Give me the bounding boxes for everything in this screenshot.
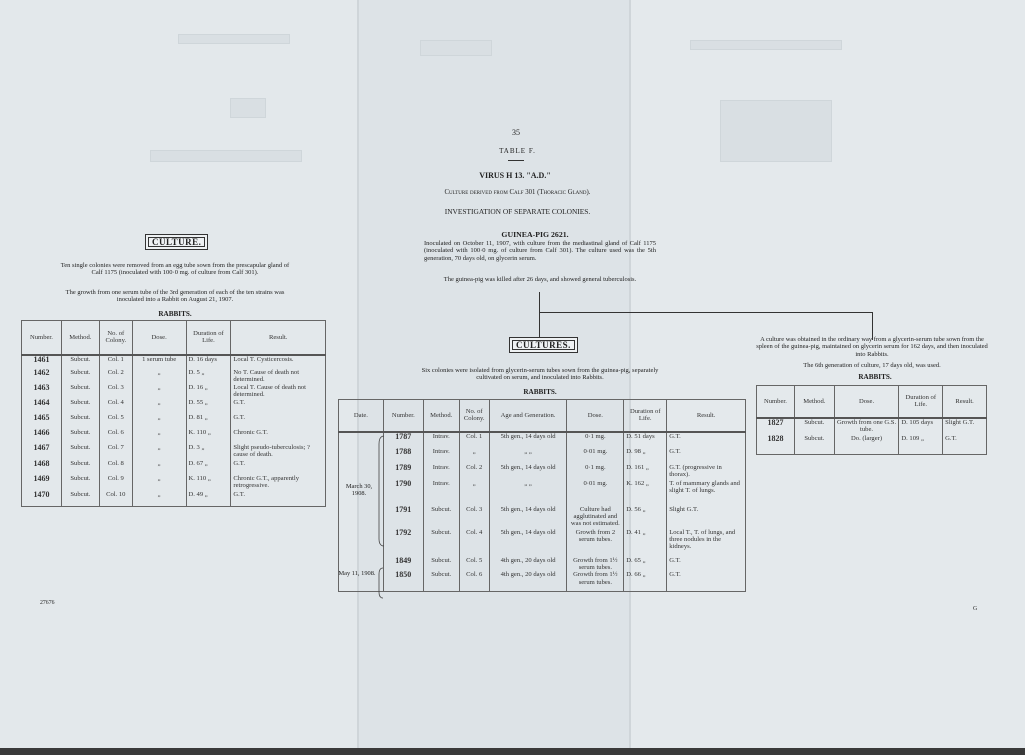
table-cell: „ (132, 369, 186, 384)
table-cell: G.T. (667, 571, 746, 591)
table-row (757, 435, 987, 455)
table-cell: Subcut. (61, 355, 99, 369)
col-header-colony: No. of Colony. (459, 400, 489, 432)
table-cell: 1788 (383, 448, 423, 464)
table-cell: 1791 (383, 506, 423, 529)
table-cell: Intrav. (423, 432, 459, 448)
table-cell: 1465 (22, 414, 62, 429)
table-cell: Col. 7 (99, 444, 132, 460)
table-cell: Col. 2 (99, 369, 132, 384)
showthrough-mark (720, 100, 832, 162)
col-header-result: Result. (667, 400, 746, 432)
table-cell: 5th gen., 14 days old (489, 432, 567, 448)
table-cell: „ (132, 429, 186, 444)
col-header-colony: No. of Colony. (99, 321, 132, 355)
cultures-box-label: CULTURES. (509, 337, 578, 353)
table-cell: 1461 (22, 355, 62, 369)
table-cell: D. 56 „ (624, 506, 667, 529)
table-row (757, 418, 987, 435)
col-header-number: Number. (383, 400, 423, 432)
table-cell: 4th gen., 20 days old (489, 557, 567, 572)
table-row (22, 444, 326, 460)
table-cell: G.T. (943, 435, 987, 455)
showthrough-mark (690, 40, 842, 50)
col-header-duration: Duration of Life. (899, 386, 943, 418)
table-cell: Growth from 2 serum tubes. (567, 529, 624, 557)
rule (508, 160, 524, 161)
table-cell: G.T. (667, 448, 746, 464)
table-cell: 5th gen., 14 days old (489, 464, 567, 480)
table-cell: 1787 (383, 432, 423, 448)
showthrough-mark (420, 40, 492, 56)
table-cell: Intrav. (423, 480, 459, 506)
table-row (22, 475, 326, 491)
culture-description: Ten single colonies were removed from an egg tube sown from the prescapular gland of Calf 1175 (inoculated with 100·0 mg. of culture from Calf 301). (60, 262, 290, 277)
col-header-age-generation: Age and Generation. (489, 400, 567, 432)
date-brace-marks (376, 434, 386, 604)
col-header-duration: Duration of Life. (624, 400, 667, 432)
signature-mark: G (973, 606, 978, 612)
fold-line-left (357, 0, 359, 748)
table-cell: Col. 5 (459, 557, 489, 572)
table-cell: 1468 (22, 460, 62, 475)
table-row (339, 448, 746, 464)
col-header-method: Method. (794, 386, 834, 418)
rabbits-table-left (21, 320, 326, 507)
table-cell: Col. 4 (99, 399, 132, 414)
table-cell: G.T. (231, 414, 326, 429)
table-cell: „ (132, 444, 186, 460)
table-cell: Subcut. (61, 429, 99, 444)
table-cell: G.T. (231, 399, 326, 414)
table-cell: D. 16 days (186, 355, 231, 369)
table-row (22, 491, 326, 507)
table-cell: Col. 9 (99, 475, 132, 491)
guinea-pig-heading: GUINEA-PIG 2621. (501, 230, 569, 239)
table-cell: Subcut. (423, 557, 459, 572)
table-cell: „ (132, 384, 186, 399)
table-cell: Intrav. (423, 448, 459, 464)
table-cell: 1828 (757, 435, 795, 455)
table-cell: Subcut. (423, 506, 459, 529)
table-cell: Subcut. (61, 460, 99, 475)
table-cell: 1850 (383, 571, 423, 591)
table-cell: D. 51 days (624, 432, 667, 448)
table-cell: D. 55 „ (186, 399, 231, 414)
table-cell: 1792 (383, 529, 423, 557)
table-row (22, 460, 326, 475)
table-row (339, 557, 746, 572)
table-cell: „ (132, 491, 186, 507)
table-cell: D. 161 „ (624, 464, 667, 480)
guinea-pig-description: Inoculated on October 11, 1907, with culture from the mediastinal gland of Calf 1175 (inoculated with 100·0 mg. of culture from Calf 301). The culture used was the 5th generation, 70 days old, on glycerin serum. (424, 240, 656, 262)
table-row (339, 464, 746, 480)
rabbits-heading-middle: RABBITS. (523, 388, 557, 396)
table-cell: Slight G.T. (943, 418, 987, 435)
table-cell: K. 162 „ (624, 480, 667, 506)
table-cell: 0·1 mg. (567, 432, 624, 448)
table-cell: „ (132, 475, 186, 491)
table-cell: 5th gen., 14 days old (489, 506, 567, 529)
rabbits-heading-left: RABBITS. (158, 310, 192, 318)
table-cell: 1464 (22, 399, 62, 414)
table-cell: D. 16 „ (186, 384, 231, 399)
table-cell: D. 3 „ (186, 444, 231, 460)
table-cell: 1467 (22, 444, 62, 460)
col-header-result: Result. (231, 321, 326, 355)
table-cell: Col. 6 (99, 429, 132, 444)
table-cell: Intrav. (423, 464, 459, 480)
table-cell: 1827 (757, 418, 795, 435)
table-cell: „ (132, 414, 186, 429)
table-cell: 1463 (22, 384, 62, 399)
table-cell: Col. 2 (459, 464, 489, 480)
col-header-method: Method. (423, 400, 459, 432)
table-cell: Subcut. (423, 571, 459, 591)
culture-source: Culture derived from Calf 301 (Thoracic Gland). (444, 189, 591, 196)
table-cell: Col. 1 (459, 432, 489, 448)
table-cell: Local T., T. of lungs, and three nodules in the kidneys. (667, 529, 746, 557)
table-cell: K. 110 „ (186, 429, 231, 444)
print-number: 27676 (40, 600, 55, 606)
table-cell: 0·01 mg. (567, 480, 624, 506)
table-cell: Col. 4 (459, 529, 489, 557)
date-march-30-1908: March 30, 1908. (345, 483, 373, 497)
col-header-number: Number. (22, 321, 62, 355)
table-cell: 1470 (22, 491, 62, 507)
col-header-dose: Dose. (567, 400, 624, 432)
table-cell: G.T. (667, 557, 746, 572)
table-row (339, 571, 746, 591)
table-cell: Growth from 1½ serum tubes. (567, 557, 624, 572)
table-cell: „ „ (489, 480, 567, 506)
cultures-description: Six colonies were isolated from glycerin-serum tubes sown from the guinea-pig, separately cultivated on serum, and inoculated into Rabbits. (421, 367, 659, 382)
table-cell: Col. 3 (459, 506, 489, 529)
table-cell: G.T. (231, 460, 326, 475)
table-cell: Subcut. (61, 399, 99, 414)
table-cell: Col. 6 (459, 571, 489, 591)
table-cell: D. 105 days (899, 418, 943, 435)
table-cell: „ (132, 399, 186, 414)
table-cell: G.T. (667, 432, 746, 448)
table-cell: 1790 (383, 480, 423, 506)
table-cell: D. 98 „ (624, 448, 667, 464)
col-header-duration: Duration of Life. (186, 321, 231, 355)
table-cell: „ (459, 448, 489, 464)
connector-vertical (539, 292, 540, 337)
table-cell: 1849 (383, 557, 423, 572)
rabbits-table-right (756, 385, 987, 455)
table-cell: Subcut. (61, 444, 99, 460)
culture-inoculation-note: The growth from one serum tube of the 3rd generation of each of the ten strains was inoculated into a Rabbit on August 21, 1907. (65, 289, 285, 304)
table-cell: Subcut. (423, 529, 459, 557)
table-cell: 0·01 mg. (567, 448, 624, 464)
rabbits-heading-right: RABBITS. (858, 373, 892, 381)
table-label: TABLE F. (499, 147, 536, 155)
table-cell: Col. 3 (99, 384, 132, 399)
table-row (339, 432, 746, 448)
table-cell: Do. (larger) (834, 435, 899, 455)
col-header-dose: Dose. (132, 321, 186, 355)
table-cell: Slight G.T. (667, 506, 746, 529)
table-cell: Subcut. (61, 491, 99, 507)
table-cell: 1462 (22, 369, 62, 384)
showthrough-mark (150, 150, 302, 162)
table-cell: 1789 (383, 464, 423, 480)
col-header-dose: Dose. (834, 386, 899, 418)
table-cell: K. 110 „ (186, 475, 231, 491)
table-cell: Subcut. (61, 475, 99, 491)
table-cell: Local T. Cysticercosis. (231, 355, 326, 369)
virus-title: VIRUS H 13. "A.D." (479, 171, 551, 180)
table-cell: D. 41 „ (624, 529, 667, 557)
table-cell: Chronic G.T. (231, 429, 326, 444)
guinea-pig-outcome: The guinea-pig was killed after 26 days, and showed general tuberculosis. (443, 276, 637, 283)
table-cell: Slight pseudo-tuberculosis; ? cause of death. (231, 444, 326, 460)
table-row (22, 384, 326, 399)
table-cell: Growth from one G.S. tube. (834, 418, 899, 435)
table-cell: Subcut. (794, 418, 834, 435)
table-cell: 1466 (22, 429, 62, 444)
table-cell: Col. 8 (99, 460, 132, 475)
table-cell: Growth from 1½ serum tubes. (567, 571, 624, 591)
scan-bottom-edge (0, 748, 1025, 755)
table-cell: Subcut. (61, 384, 99, 399)
table-cell: D. 49 „ (186, 491, 231, 507)
table-cell: „ (132, 460, 186, 475)
table-row (22, 369, 326, 384)
table-cell: D. 67 „ (186, 460, 231, 475)
table-cell: G.T. (231, 491, 326, 507)
table-cell: 0·1 mg. (567, 464, 624, 480)
table-cell: Local T. Cause of death not determined. (231, 384, 326, 399)
showthrough-mark (178, 34, 290, 44)
table-row (339, 506, 746, 529)
table-cell: „ (459, 480, 489, 506)
table-row (339, 480, 746, 506)
table-cell: D. 65 „ (624, 557, 667, 572)
table-cell: D. 66 „ (624, 571, 667, 591)
table-cell: „ „ (489, 448, 567, 464)
table-cell: 5th gen., 14 days old (489, 529, 567, 557)
table-cell: Col. 1 (99, 355, 132, 369)
col-header-date: Date. (339, 400, 384, 432)
table-cell: Subcut. (794, 435, 834, 455)
rabbits-table-middle (338, 399, 746, 592)
table-cell: T. of mammary glands and slight T. of lungs. (667, 480, 746, 506)
table-cell: Chronic G.T., apparently retrogressive. (231, 475, 326, 491)
table-cell: 1 serum tube (132, 355, 186, 369)
table-cell: No T. Cause of death not determined. (231, 369, 326, 384)
table-cell: 1469 (22, 475, 62, 491)
showthrough-mark (230, 98, 266, 118)
col-header-number: Number. (757, 386, 795, 418)
table-cell: D. 5 „ (186, 369, 231, 384)
table-row (22, 414, 326, 429)
table-row (339, 529, 746, 557)
connector-horizontal (539, 312, 873, 313)
page-number: 35 (512, 128, 520, 137)
date-may-11-1908: May 11, 1908. (338, 570, 376, 577)
right-culture-description: A culture was obtained in the ordinary way from a glycerin-serum tube sown from the spleen of the guinea-pig, maintained on glycerin serum for 162 days, and then inoculated into Rabbits. (756, 336, 988, 358)
col-header-method: Method. (61, 321, 99, 355)
col-header-result: Result. (943, 386, 987, 418)
right-culture-generation: The 6th generation of culture, 17 days old, was used. (803, 362, 941, 369)
table-cell: Col. 5 (99, 414, 132, 429)
table-cell: D. 109 „ (899, 435, 943, 455)
table-cell: Subcut. (61, 369, 99, 384)
table-cell: Subcut. (61, 414, 99, 429)
table-row (22, 429, 326, 444)
table-row (22, 355, 326, 369)
table-cell: D. 81 „ (186, 414, 231, 429)
investigation-heading: INVESTIGATION OF SEPARATE COLONIES. (444, 207, 591, 216)
table-cell: Col. 10 (99, 491, 132, 507)
table-cell: Culture had agglutinated and was not estimated. (567, 506, 624, 529)
table-row (22, 399, 326, 414)
table-cell: 4th gen., 20 days old (489, 571, 567, 591)
table-cell: G.T. (progressive in thorax). (667, 464, 746, 480)
culture-box-label: CULTURE. (145, 234, 208, 250)
